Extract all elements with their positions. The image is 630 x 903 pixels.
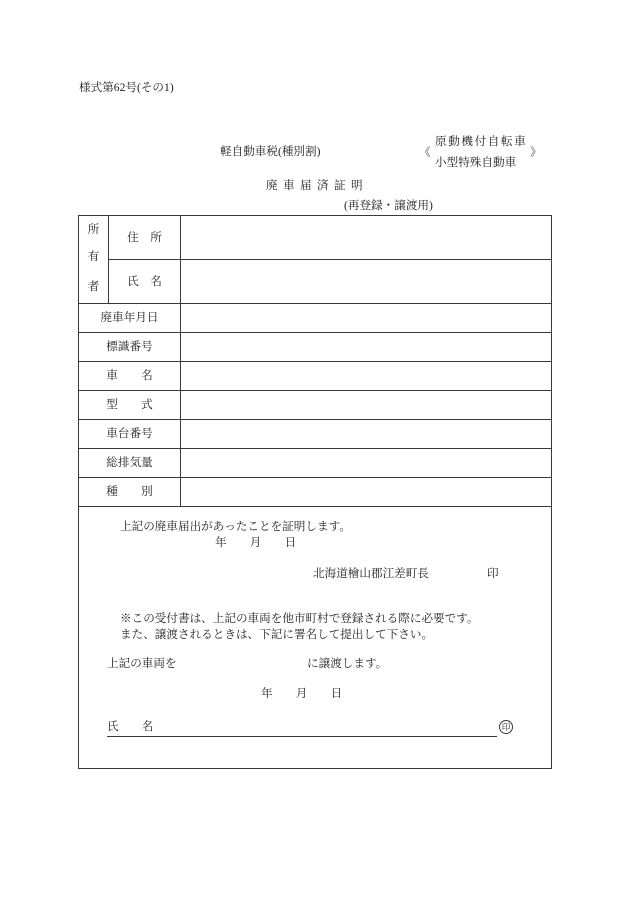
certificate-subtitle: (再登録・譲渡用) <box>344 199 433 212</box>
transfer-prefix: 上記の車両を <box>107 657 177 670</box>
owner-address-label-cell <box>109 216 181 260</box>
row-label-cell <box>79 420 181 449</box>
owner-label-char: 所 <box>87 223 100 236</box>
row-label-cell <box>79 304 181 333</box>
vehicle-name-label: 車 名 <box>106 369 153 382</box>
model-value-cell <box>181 391 551 420</box>
row-label-cell <box>79 333 181 362</box>
owner-address-value-cell <box>181 216 551 260</box>
owner-label-char: 者 <box>87 280 100 293</box>
row-label-cell <box>79 449 181 478</box>
note-line-1: ※この受付書は、上記の車両を他市町村で登録される際に必要です。 <box>120 612 479 625</box>
plate-number-label: 標識番号 <box>106 340 153 353</box>
owner-address-label: 住 所 <box>127 230 162 244</box>
owner-label-char: 有 <box>87 250 100 263</box>
certificate-title: 廃 車 届 済 証 明 <box>266 179 363 192</box>
issuer-seal-mark: 印 <box>487 567 499 580</box>
row-label-cell <box>79 478 181 507</box>
signature-name-label: 氏 名 <box>107 720 154 733</box>
row-label-cell <box>79 362 181 391</box>
vehicle-type-moped: 原動機付自転車 <box>435 135 528 148</box>
owner-name-label-cell <box>109 260 181 304</box>
vehicle-type-small-special: 小型特殊自動車 <box>435 156 517 169</box>
transfer-suffix: に譲渡します。 <box>307 657 388 670</box>
tax-title: 軽自動車税(種別割) <box>220 145 321 158</box>
chassis-number-label: 車台番号 <box>106 427 153 440</box>
row-label-cell <box>79 391 181 420</box>
bracket-open: 《 <box>419 146 431 159</box>
certificate-form-table <box>78 215 552 769</box>
signature-seal-mark: 印 <box>501 721 511 732</box>
seal-circle-icon <box>499 720 513 734</box>
signature-line <box>107 736 497 737</box>
plate-number-value-cell <box>181 333 551 362</box>
certification-section <box>79 507 551 768</box>
displacement-label: 総排気量 <box>106 456 153 469</box>
bracket-close: 》 <box>530 146 542 159</box>
certification-date: 年 月 日 <box>215 536 297 549</box>
vehicle-name-value-cell <box>181 362 551 391</box>
model-label: 型 式 <box>106 398 153 411</box>
form-number: 様式第62号(その1) <box>79 81 174 94</box>
owner-name-label: 氏 名 <box>127 274 162 288</box>
scrap-date-value-cell <box>181 304 551 333</box>
certification-statement: 上記の廃車届出があったことを証明します。 <box>120 520 351 533</box>
displacement-value-cell <box>181 449 551 478</box>
issuer-name: 北海道檜山郡江差町長 <box>313 567 429 580</box>
note-line-2: また、譲渡されるときは、下記に署名して提出して下さい。 <box>120 628 434 641</box>
transfer-date: 年 月 日 <box>261 687 343 700</box>
scrap-date-label: 廃車年月日 <box>100 311 159 324</box>
owner-name-value-cell <box>181 260 551 304</box>
owner-group-cell <box>79 216 109 304</box>
category-label: 種 別 <box>106 485 153 498</box>
chassis-number-value-cell <box>181 420 551 449</box>
category-value-cell <box>181 478 551 507</box>
